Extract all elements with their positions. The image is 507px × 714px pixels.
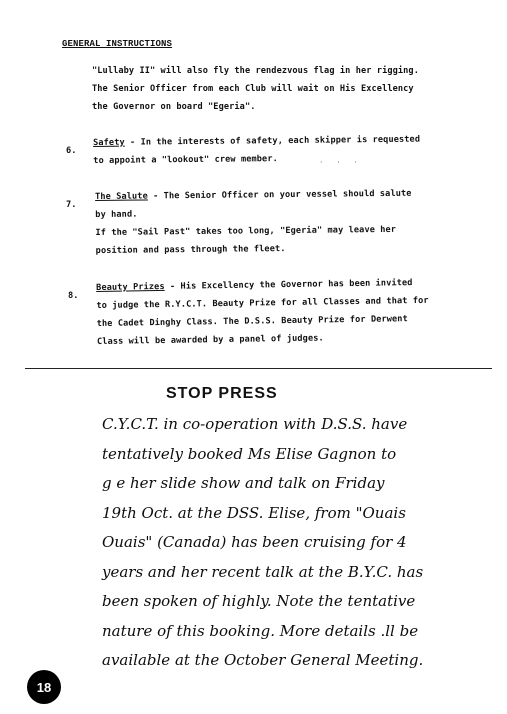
intro-line: "Lullaby II" will also fly the rendezvous flag in her rigging.	[92, 66, 419, 76]
stop-press-title: STOP PRESS	[166, 385, 278, 402]
page-number-badge	[27, 670, 61, 704]
speckle-marks: · · ·	[320, 158, 363, 167]
salute-item	[95, 185, 412, 260]
notice-line: C.Y.C.T. in co-operation with D.S.S. have	[102, 415, 408, 433]
notice-line: Ouais" (Canada) has been cruising for 4	[102, 533, 407, 551]
item-line: by hand.	[95, 209, 138, 220]
section-heading: GENERAL INSTRUCTIONS	[62, 39, 173, 49]
item-title: Safety	[93, 137, 125, 148]
notice-line: nature of this booking. More details .ll be	[102, 621, 419, 640]
notice-line: years and her recent talk at the B.Y.C. has	[102, 562, 424, 581]
intro-line: the Governor on board "Egeria".	[92, 102, 256, 112]
item-line: - The Senior Officer on your vessel should salute	[147, 188, 412, 202]
item-title: Beauty Prizes	[96, 281, 165, 293]
notice-line: available at the October General Meeting.	[102, 651, 424, 669]
handwritten-notice	[102, 410, 482, 676]
beauty-prizes-item	[96, 274, 429, 351]
item-line: - His Excellency the Governor has been invited	[164, 278, 413, 292]
notice-line: g e her slide show and talk on Friday	[102, 474, 385, 492]
divider-rule	[25, 368, 492, 369]
notice-line: been spoken of highly. Note the tentative	[102, 592, 416, 610]
safety-item	[93, 131, 420, 170]
intro-line: The Senior Officer from each Club will wait on His Excellency	[92, 84, 414, 94]
item-line: the Cadet Dinghy Class. The D.S.S. Beauty Prize for Derwent	[96, 314, 408, 329]
notice-line: tentatively booked Ms Elise Gagnon to	[102, 444, 397, 463]
item-line: Class will be awarded by a panel of judges.	[96, 333, 324, 347]
notice-line: 19th Oct. at the DSS. Elise, from "Ouais	[102, 503, 406, 522]
intro-paragraph	[92, 62, 419, 116]
item-number: 8.	[68, 291, 79, 301]
item-line: - In the interests of safety, each skipper is requested	[124, 134, 421, 148]
item-line: If the "Sail Past" takes too long, "Egeria" may leave her	[95, 224, 397, 238]
page-number: 18	[36, 679, 52, 695]
item-number: 6.	[66, 146, 77, 156]
item-line: to judge the R.Y.C.T. Beauty Prize for all Classes and that for	[96, 295, 429, 311]
item-title: The Salute	[95, 191, 148, 202]
item-number: 7.	[66, 200, 77, 210]
item-line: to appoint a "lookout" crew member.	[93, 154, 278, 166]
item-line: position and pass through the fleet.	[95, 244, 286, 256]
